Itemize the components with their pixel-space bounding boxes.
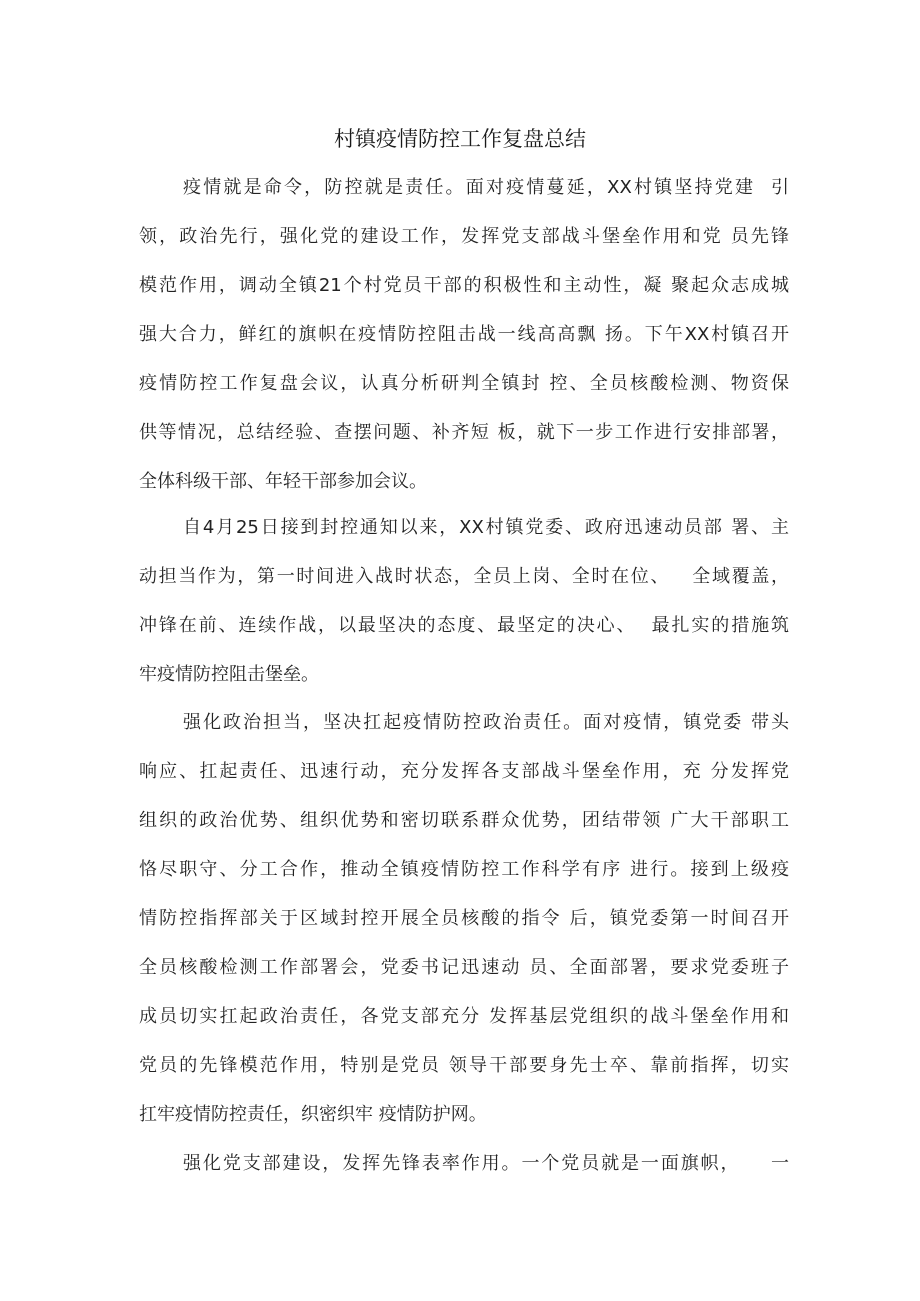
paragraph-3-line-9: 扛牢疫情防控责任，织密织牢 疫情防护网。 — [139, 1104, 487, 1125]
paragraph-4-line-1: 强化党支部建设，发挥先锋表率作用。一个党员就是一面旗帜， 一 — [183, 1153, 789, 1174]
paragraph-1-line-2: 领，政治先行，强化党的建设工作，发挥党支部战斗堡垒作用和党 员先锋 — [139, 226, 789, 247]
paragraph-3-line-4: 恪尽职守、分工合作，推动全镇疫情防控工作科学有序 进行。接到上级疫 — [139, 859, 789, 880]
paragraph-3-line-5: 情防控指挥部关于区域封控开展全员核酸的指令 后，镇党委第一时间召开 — [139, 908, 789, 929]
paragraph-1-line-5: 疫情防控工作复盘会议，认真分析研判全镇封 控、全员核酸检测、物资保 — [139, 373, 789, 394]
paragraph-1-line-7: 全体科级干部、年轻干部参加会议。 — [139, 471, 427, 492]
paragraph-1-line-6: 供等情况，总结经验、查摆问题、补齐短 板，就下一步工作进行安排部署， — [139, 422, 789, 443]
paragraph-1-line-4: 强大合力，鲜红的旗帜在疫情防控阻击战一线高高飘 扬。下午XX村镇召开 — [139, 324, 789, 345]
paragraph-3-line-2: 响应、扛起责任、迅速行动，充分发挥各支部战斗堡垒作用，充 分发挥党 — [139, 761, 789, 782]
paragraph-3-line-3: 组织的政治优势、组织优势和密切联系群众优势，团结带领 广大干部职工 — [139, 810, 789, 831]
paragraph-1-line-1: 疫情就是命令，防控就是责任。面对疫情蔓延，XX村镇坚持党建 引 — [183, 177, 789, 198]
paragraph-3-line-8: 党员的先锋模范作用，特别是党员 领导干部要身先士卒、靠前指挥，切实 — [139, 1055, 789, 1076]
document-title: 村镇疫情防控工作复盘总结 — [334, 127, 586, 151]
paragraph-2-line-1: 自4月25日接到封控通知以来，XX村镇党委、政府迅速动员部 署、主 — [183, 517, 789, 538]
paragraph-2-line-2: 动担当作为，第一时间进入战时状态，全员上岗、全时在位、 全域覆盖， — [139, 566, 789, 587]
paragraph-3-line-1: 强化政治担当，坚决扛起疫情防控政治责任。面对疫情，镇党委 带头 — [183, 712, 789, 733]
paragraph-3-line-7: 成员切实扛起政治责任，各党支部充分 发挥基层党组织的战斗堡垒作用和 — [139, 1006, 789, 1027]
paragraph-2-line-3: 冲锋在前、连续作战，以最坚决的态度、最坚定的决心、 最扎实的措施筑 — [139, 615, 789, 636]
paragraph-1-line-3: 模范作用，调动全镇21个村党员干部的积极性和主动性，凝 聚起众志成城 — [139, 275, 789, 296]
paragraph-3-line-6: 全员核酸检测工作部署会，党委书记迅速动 员、全面部署，要求党委班子 — [139, 957, 789, 978]
paragraph-2-line-4: 牢疫情防控阻击堡垒。 — [139, 664, 319, 685]
